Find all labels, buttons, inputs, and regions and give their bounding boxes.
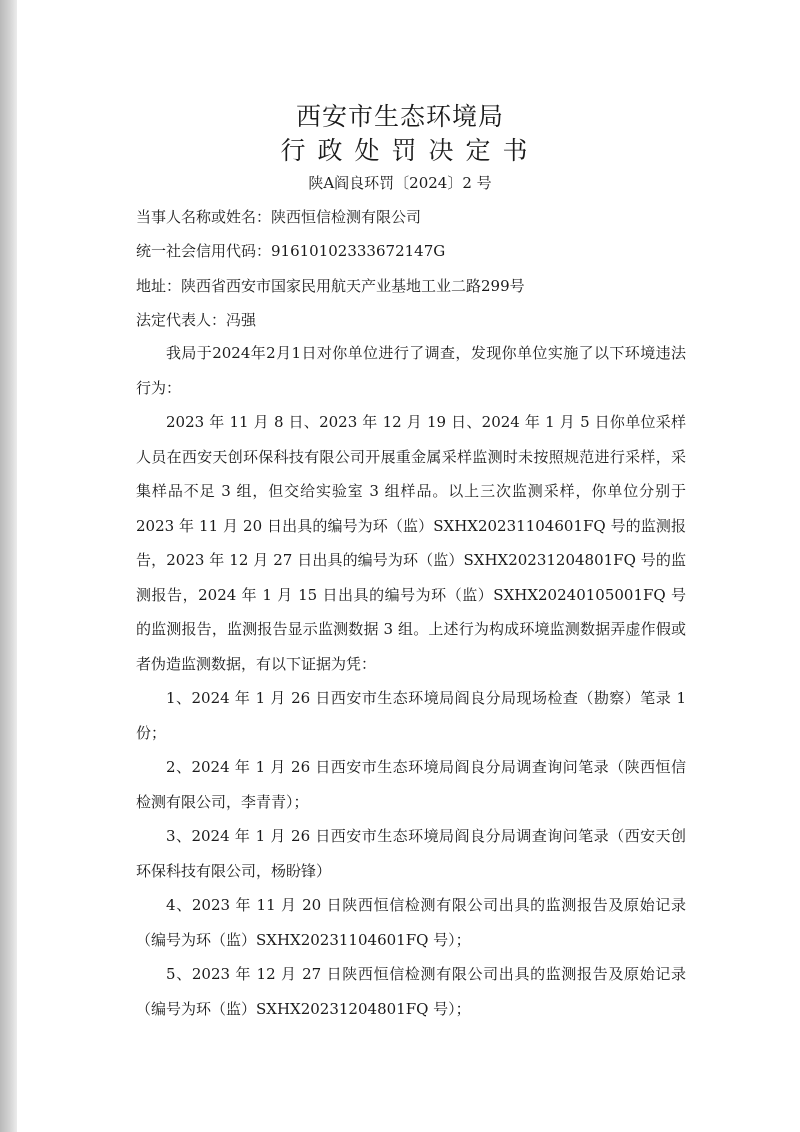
document-type-title: 行政处罚决定书 — [280, 136, 540, 165]
credit-code-line: 统一社会信用代码：91610102333672147G — [136, 242, 446, 260]
evidence-item: 2、2024 年 1 月 26 日西安市生态环境局阎良分局调查询问笔录（陕西恒信检测有限公司，李青青）； — [136, 758, 686, 811]
address-line: 地址：陕西省西安市国家民用航天产业基地工业二路299号 — [136, 277, 525, 295]
party-name-line: 当事人名称或姓名：陕西恒信检测有限公司 — [136, 208, 422, 226]
document-number: 陕A阎良环罚〔2024〕2 号 — [308, 174, 492, 192]
scan-shadow-edge — [0, 0, 17, 1132]
violation-paragraph: 2023 年 11 月 8 日、2023 年 12 月 19 日、2024 年 1 月 5 日你单位采样人员在西安天创环保科技有限公司开展重金属采样监测时未按照规范进行采样，采集样品不足 3 组，但交给实验室 3 组样品。以上三次监测采样，你单位分别于 2023 年 11 月 20 日出具的编号为环（监）SXHX20231104601FQ 号的监测报告，2023 年 12 月 27 日出具的编号为环（监）SXHX20231204801FQ 号的监测报告，2024 年 1 月 15 日出具的编号为环（监）SXHX20240105001FQ 号的监测报告，监测报告显示监测数据 3 组。上述行为构成环境监测数据弄虚作假或者伪造监测数据，有以下证据为凭： — [136, 413, 686, 673]
legal-representative-line: 法定代表人：冯强 — [136, 311, 257, 329]
evidence-item: 5、2023 年 12 月 27 日陕西恒信检测有限公司出具的监测报告及原始记录（编号为环（监）SXHX20231204801FQ 号）； — [136, 965, 686, 1018]
evidence-item: 4、2023 年 11 月 20 日陕西恒信检测有限公司出具的监测报告及原始记录（编号为环（监）SXHX20231104601FQ 号）； — [136, 896, 686, 949]
intro-paragraph: 我局于2024年2月1日对你单位进行了调查，发现你单位实施了以下环境违法行为： — [136, 344, 686, 397]
evidence-item: 1、2024 年 1 月 26 日西安市生态环境局阎良分局现场检查（勘察）笔录 1 份； — [136, 689, 686, 742]
evidence-item: 3、2024 年 1 月 26 日西安市生态环境局阎良分局调查询问笔录（西安天创环保科技有限公司，杨盼锋） — [136, 827, 686, 880]
document-issuer-title: 西安市生态环境局 — [295, 102, 504, 131]
